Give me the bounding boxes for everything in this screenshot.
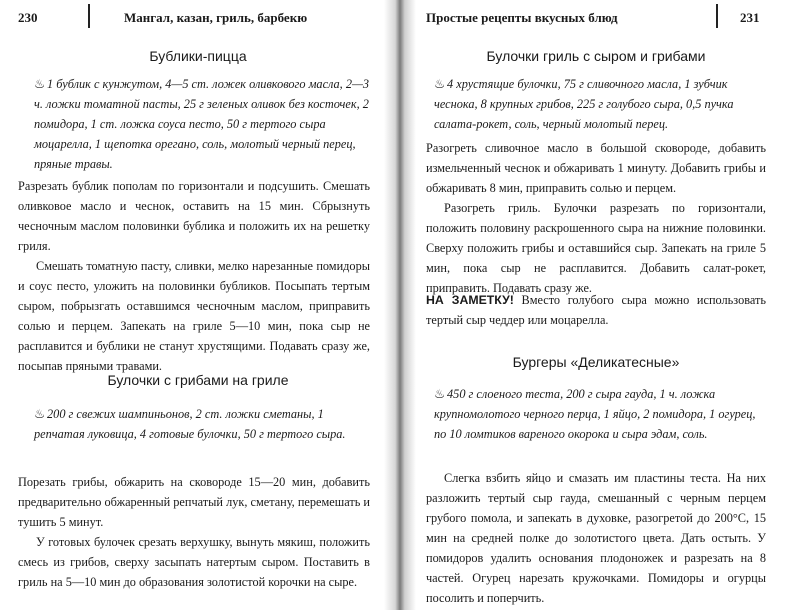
- pot-icon: ♨: [434, 387, 446, 401]
- running-header-left: Мангал, казан, гриль, барбекю: [124, 10, 308, 25]
- recipe-body: [18, 472, 370, 592]
- paragraph: Смешать томатную пасту, сливки, мелко нарезанные помидоры и соус песто, уложить на половинки бубликов. Посыпать тертым сыром, побрызгать оставшимся чесночным маслом, приправить солью и перцем. Запекать на гриле 5—10 мин, пока сыр не расплавится и бублики не станут хрустящими. Подавать сразу же, посыпав пряными травами.: [18, 259, 370, 373]
- book-gutter: [384, 0, 416, 610]
- ingredients-list: [434, 384, 764, 444]
- header-rule-right: [716, 4, 718, 28]
- recipe-title: Булочки с грибами на гриле: [107, 372, 289, 388]
- page-number-left: 230: [18, 10, 38, 25]
- ingredients-text: 450 г слоеного теста, 200 г сыра гауда, 1 ч. ложка крупномолотого черного перца, 1 яйцо, 2 помидора, 1 огурец, по 10 ломтиков вареного окорока и сыра эдам, соль.: [434, 387, 756, 441]
- recipe-title: Бургеры «Деликатесные»: [512, 354, 680, 370]
- running-header-right: Простые рецепты вкусных блюд: [426, 10, 618, 25]
- paragraph: Разрезать бублик пополам по горизонтали и подсушить. Смешать оливковое масло и чеснок, оставить на 15 мин. Сбрызнуть чесночным маслом половинки бублика и положить их на решетку гриля.: [18, 179, 370, 253]
- note-text: Вместо голубого сыра можно использовать тертый сыр чеддер или моцарелла.: [426, 293, 766, 327]
- right-page: [400, 0, 800, 610]
- pot-icon: ♨: [434, 77, 446, 91]
- paragraph: Порезать грибы, обжарить на сковороде 15—20 мин, добавить предварительно обжаренный репчатый лук, сметану, перемешать и тушить 5 минут.: [18, 475, 370, 529]
- recipe-title: Бублики-пицца: [149, 48, 247, 64]
- paragraph: У готовых булочек срезать верхушку, вынуть мякиш, положить смесь из грибов, сверху засыпать натертым сыром. Поставить в гриль на 5—10 мин до образования золотистой корочки на сыре.: [18, 535, 370, 589]
- ingredients-list: [434, 74, 764, 134]
- pot-icon: ♨: [34, 407, 46, 421]
- paragraph: Разогреть гриль. Булочки разрезать по горизонтали, положить половину раскрошенного сыра на нижние половинки. Сверху положить грибы и оставшийся сыр. Запекать на гриле 5 мин, пока сыр не расплавится. Добавить салат-рокет, приправить. Подавать сразу же.: [426, 201, 766, 295]
- ingredients-text: 1 бублик с кунжутом, 4—5 ст. ложек оливкового масла, 2—3 ч. ложки томатной пасты, 25 г зеленых оливок без косточек, 2 помидора, 1 ст. ложка соуса песто, 50 г тертого сыра моцарелла, 1 щепотка орегано, соль, молотый черный перец, пряные травы.: [34, 77, 370, 171]
- paragraph: Разогреть сливочное масло в большой сковороде, добавить измельченный чеснок и обжаривать 1 минуту. Добавить грибы и обжаривать 8 мин, приправить солью и перцем.: [426, 141, 766, 195]
- recipe-title: Булочки гриль с сыром и грибами: [486, 48, 706, 64]
- ingredients-list: [34, 74, 370, 174]
- note-label: НА ЗАМЕТКУ!: [426, 293, 514, 307]
- ingredients-list: [34, 404, 370, 444]
- ingredients-text: 200 г свежих шампиньонов, 2 ст. ложки сметаны, 1 репчатая луковица, 4 готовые булочки, 50 г тертого сыра.: [34, 407, 346, 441]
- page-number-right: 231: [740, 10, 760, 25]
- note-block: [426, 290, 766, 330]
- header-rule-left: [88, 4, 90, 28]
- recipe-body: [18, 176, 370, 376]
- ingredients-text: 4 хрустящие булочки, 75 г сливочного масла, 1 зубчик чеснока, 8 крупных грибов, 225 г голубого сыра, 0,5 пучка салата-рокет, соль, черный молотый перец.: [434, 77, 734, 131]
- recipe-body: [426, 138, 766, 298]
- pot-icon: ♨: [34, 77, 46, 91]
- recipe-body: [426, 468, 766, 608]
- paragraph: Слегка взбить яйцо и смазать им пластины теста. На них разложить тертый сыр гауда, смешанный с черным перцем грубого помола, и запекать в духовке, разогретой до 200°C, 15 мин на средней полке до золотистого цвета. Дать остыть. У помидоров удалить основания плодоножек и разрезать на 8 частей. Огурец нарезать кружочками. Помидоры и огурцы посолить и поперчить.: [426, 471, 766, 605]
